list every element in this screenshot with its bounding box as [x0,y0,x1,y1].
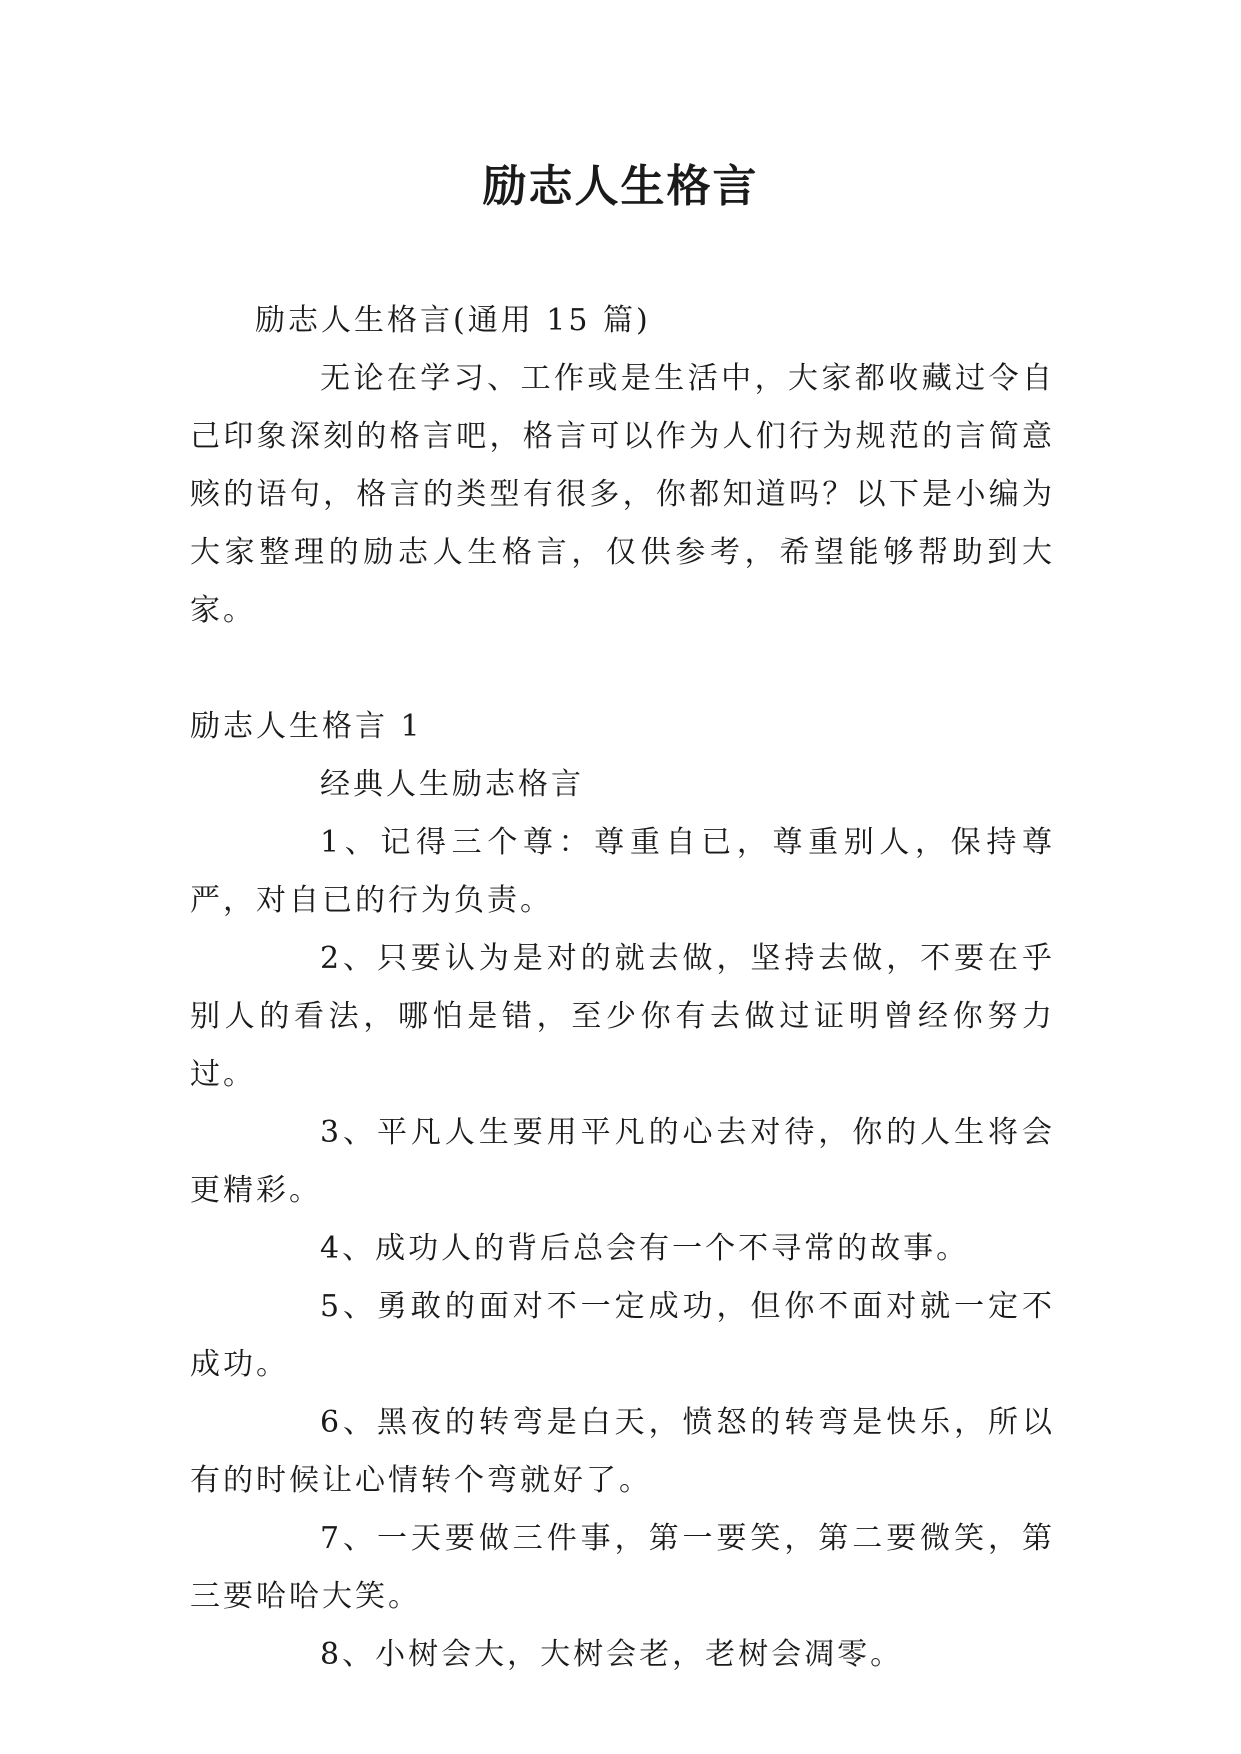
list-item: 6、黑夜的转弯是白天，愤怒的转弯是快乐，所以有的时候让心情转个弯就好了。 [190,1405,1055,1498]
list-item: 7、一天要做三件事，第一要笑，第二要微笑，第三要哈哈大笑。 [190,1521,1055,1614]
list-item: 3、平凡人生要用平凡的心去对待，你的人生将会更精彩。 [190,1115,1055,1208]
list-item: 1、记得三个尊：尊重自已，尊重别人，保持尊严，对自已的行为负责。 [190,825,1055,918]
list-item: 5、勇敢的面对不一定成功，但你不面对就一定不成功。 [190,1289,1055,1382]
document-body [190,292,1055,1684]
intro-paragraph: 无论在学习、工作或是生活中，大家都收藏过令自己印象深刻的格言吧，格言可以作为人们行为规范的言简意赅的语句，格言的类型有很多，你都知道吗？以下是小编为大家整理的励志人生格言，仅供参考，希望能够帮助到大家。 [190,361,1055,628]
list-item: 4、成功人的背后总会有一个不寻常的故事。 [320,1231,970,1266]
list-item: 2、只要认为是对的就去做，坚持去做，不要在乎别人的看法，哪怕是错，至少你有去做过证明曾经你努力过。 [190,941,1055,1092]
section-subheading: 经典人生励志格言 [320,767,584,802]
document-title: 励志人生格言 [482,161,759,212]
section-heading: 励志人生格言 1 [190,709,423,744]
document-subtitle: 励志人生格言(通用 15 篇) [255,303,651,338]
list-item: 8、小树会大，大树会老，老树会凋零。 [320,1637,904,1672]
